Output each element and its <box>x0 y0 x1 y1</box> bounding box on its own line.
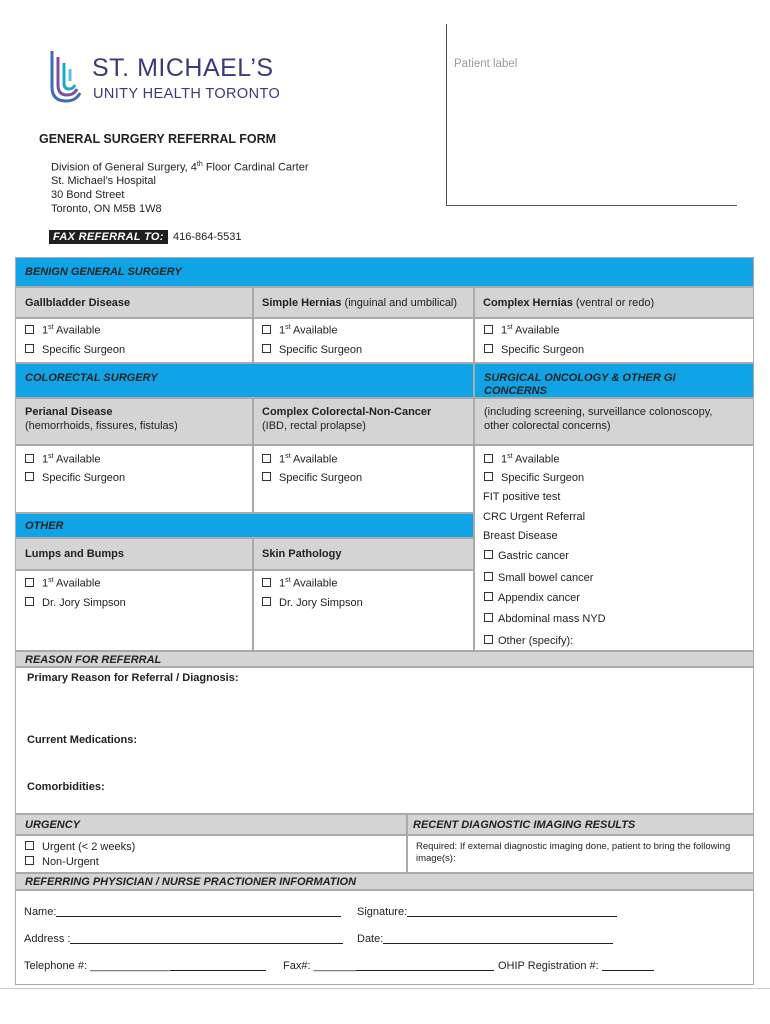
surgonc-other[interactable]: Other (specify): <box>484 635 573 647</box>
patient-label-text: Patient label <box>454 58 518 70</box>
skin-first-available[interactable]: 1st Available <box>262 577 337 590</box>
gallbladder-specific-surgeon[interactable]: Specific Surgeon <box>25 344 125 356</box>
section-surgonc-title-2: CONCERNS <box>484 385 547 397</box>
skin-header <box>253 538 474 570</box>
lumps-title: Lumps and Bumps <box>25 548 125 560</box>
form-title: GENERAL SURGERY REFERRAL FORM <box>39 132 277 146</box>
complex-colorectal-options <box>253 445 474 513</box>
urgency-urgent[interactable]: Urgent (< 2 weeks) <box>25 841 135 853</box>
surgonc-first-available[interactable]: 1st Available <box>484 453 559 466</box>
simple-hernias-header <box>253 287 474 318</box>
complex-hernias-specific-surgeon[interactable]: Specific Surgeon <box>484 344 584 356</box>
name-line[interactable] <box>56 905 341 917</box>
skin-jory[interactable]: Dr. Jory Simpson <box>262 597 363 609</box>
checkbox[interactable] <box>484 613 493 622</box>
perianal-title: Perianal Disease <box>25 406 113 418</box>
section-reason-header <box>15 651 754 667</box>
complex-colorectal-header <box>253 398 474 445</box>
section-imaging-title: RECENT DIAGNOSTIC IMAGING RESULTS <box>413 819 636 831</box>
perianal-first-available[interactable]: 1st Available <box>25 453 100 466</box>
telephone-line[interactable] <box>170 959 266 971</box>
checkbox[interactable] <box>262 344 271 353</box>
gallbladder-options <box>15 318 253 363</box>
urgency-non-urgent[interactable]: Non-Urgent <box>25 856 99 868</box>
fax-line[interactable] <box>356 959 494 971</box>
section-reason-title: REASON FOR REFERRAL <box>25 654 162 666</box>
lumps-options <box>15 570 253 651</box>
skin-title: Skin Pathology <box>262 548 342 560</box>
imaging-note-2: image(s): <box>416 853 456 864</box>
section-physician-title: REFERRING PHYSICIAN / NURSE PRACTIONER INFORMATION <box>25 876 357 888</box>
perianal-options <box>15 445 253 513</box>
simple-hernias-first-available[interactable]: 1st Available <box>262 324 337 337</box>
physician-date[interactable]: Date: <box>357 932 613 945</box>
checkbox[interactable] <box>262 325 271 334</box>
checkbox[interactable] <box>262 597 271 606</box>
gallbladder-header <box>15 287 253 318</box>
surgonc-appendix[interactable]: Appendix cancer <box>484 592 580 604</box>
section-urgency-header <box>15 814 407 835</box>
surgonc-sub-1: (including screening, surveillance colonoscopy, <box>484 406 713 418</box>
complex-colorectal-sub: (IBD, rectal prolapse) <box>262 420 366 432</box>
surgonc-sub-2: other colorectal concerns) <box>484 420 611 432</box>
checkbox[interactable] <box>262 578 271 587</box>
section-other-header <box>15 513 474 538</box>
lumps-first-available[interactable]: 1st Available <box>25 577 100 590</box>
surgonc-abdominal[interactable]: Abdominal mass NYD <box>484 613 606 625</box>
surgonc-options <box>474 445 754 651</box>
perianal-header <box>15 398 253 445</box>
checkbox[interactable] <box>25 454 34 463</box>
checkbox[interactable] <box>262 472 271 481</box>
section-surgonc-title-1: SURGICAL ONCOLOGY & OTHER GI <box>484 372 676 384</box>
checkbox[interactable] <box>25 597 34 606</box>
skin-options <box>253 570 474 651</box>
checkbox[interactable] <box>484 550 493 559</box>
section-colorectal-title: COLORECTAL SURGERY <box>25 372 158 384</box>
complex-hernias-header <box>474 287 754 318</box>
logo-mark-icon <box>46 47 86 107</box>
perianal-specific-surgeon[interactable]: Specific Surgeon <box>25 472 125 484</box>
complex-hernias-title: Complex Hernias (ventral or redo) <box>483 297 655 309</box>
reason-box[interactable] <box>15 667 754 814</box>
physician-fax[interactable]: Fax#: _______ <box>283 959 494 972</box>
complex-hernias-first-available[interactable]: 1st Available <box>484 324 559 337</box>
checkbox[interactable] <box>25 325 34 334</box>
surgonc-crc: CRC Urgent Referral <box>483 511 586 523</box>
complex-colorectal-first-available[interactable]: 1st Available <box>262 453 337 466</box>
surgonc-specific-surgeon[interactable]: Specific Surgeon <box>484 472 584 484</box>
section-benign-header <box>15 257 754 287</box>
physician-box <box>15 890 754 985</box>
surgonc-gastric[interactable]: Gastric cancer <box>484 550 569 562</box>
simple-hernias-title: Simple Hernias (inguinal and umbilical) <box>262 297 458 309</box>
physician-signature[interactable]: Signature: <box>357 905 617 918</box>
logo-subtitle: UNITY HEALTH TORONTO <box>93 86 281 102</box>
surgonc-header <box>474 398 754 445</box>
section-imaging-header <box>407 814 754 835</box>
checkbox[interactable] <box>484 454 493 463</box>
checkbox[interactable] <box>25 578 34 587</box>
checkbox[interactable] <box>484 472 493 481</box>
logo-title: ST. MICHAEL’S <box>92 54 274 82</box>
current-medications-label: Current Medications: <box>27 734 138 746</box>
physician-telephone[interactable]: Telephone #: _____________ <box>24 959 266 972</box>
lumps-header <box>15 538 253 570</box>
checkbox[interactable] <box>25 856 34 865</box>
surgonc-fit: FIT positive test <box>483 491 561 503</box>
checkbox[interactable] <box>25 344 34 353</box>
section-other-title: OTHER <box>25 520 64 532</box>
checkbox[interactable] <box>484 325 493 334</box>
fax-number: 416-864-5531 <box>173 231 242 243</box>
page-divider <box>0 988 770 989</box>
patient-label-box[interactable] <box>446 24 737 206</box>
section-physician-header <box>15 873 754 890</box>
physician-name[interactable]: Name: <box>24 905 341 918</box>
address-line[interactable] <box>70 932 343 944</box>
physician-address[interactable]: Address : <box>24 932 343 945</box>
address-line-2: St. Michael’s Hospital <box>51 175 156 187</box>
section-surgonc-header <box>474 363 754 398</box>
surgonc-small-bowel[interactable]: Small bowel cancer <box>484 572 593 584</box>
section-colorectal-header <box>15 363 474 398</box>
primary-reason-label: Primary Reason for Referral / Diagnosis: <box>27 672 239 684</box>
imaging-box[interactable] <box>407 835 754 873</box>
simple-hernias-specific-surgeon[interactable]: Specific Surgeon <box>262 344 362 356</box>
address-line-1: Division of General Surgery, 4th Floor Cardinal Carter <box>51 161 309 174</box>
physician-ohip[interactable]: OHIP Registration #: <box>498 959 654 972</box>
complex-colorectal-specific-surgeon[interactable]: Specific Surgeon <box>262 472 362 484</box>
ohip-line[interactable] <box>602 959 654 971</box>
complex-colorectal-title: Complex Colorectal-Non-Cancer <box>262 406 432 418</box>
checkbox[interactable] <box>484 344 493 353</box>
checkbox[interactable] <box>484 592 493 601</box>
signature-line[interactable] <box>407 905 617 917</box>
gallbladder-title: Gallbladder Disease <box>25 297 131 309</box>
section-benign-title: BENIGN GENERAL SURGERY <box>25 266 182 278</box>
section-urgency-title: URGENCY <box>25 819 81 831</box>
comorbidities-label: Comorbidities: <box>27 781 105 793</box>
checkbox[interactable] <box>25 472 34 481</box>
simple-hernias-options <box>253 318 474 363</box>
surgonc-breast: Breast Disease <box>483 530 558 542</box>
checkbox[interactable] <box>484 635 493 644</box>
complex-hernias-options <box>474 318 754 363</box>
fax-label: FAX REFERRAL TO: <box>49 230 168 244</box>
checkbox[interactable] <box>484 572 493 581</box>
urgency-options <box>15 835 407 873</box>
lumps-jory[interactable]: Dr. Jory Simpson <box>25 597 126 609</box>
date-line[interactable] <box>383 932 613 944</box>
perianal-sub: (hemorrhoids, fissures, fistulas) <box>25 420 178 432</box>
checkbox[interactable] <box>25 841 34 850</box>
gallbladder-first-available[interactable]: 1st Available <box>25 324 100 337</box>
imaging-note-1: Required: If external diagnostic imaging done, patient to bring the following <box>416 841 731 852</box>
address-line-4: Toronto, ON M5B 1W8 <box>51 203 162 215</box>
address-line-3: 30 Bond Street <box>51 189 125 201</box>
checkbox[interactable] <box>262 454 271 463</box>
